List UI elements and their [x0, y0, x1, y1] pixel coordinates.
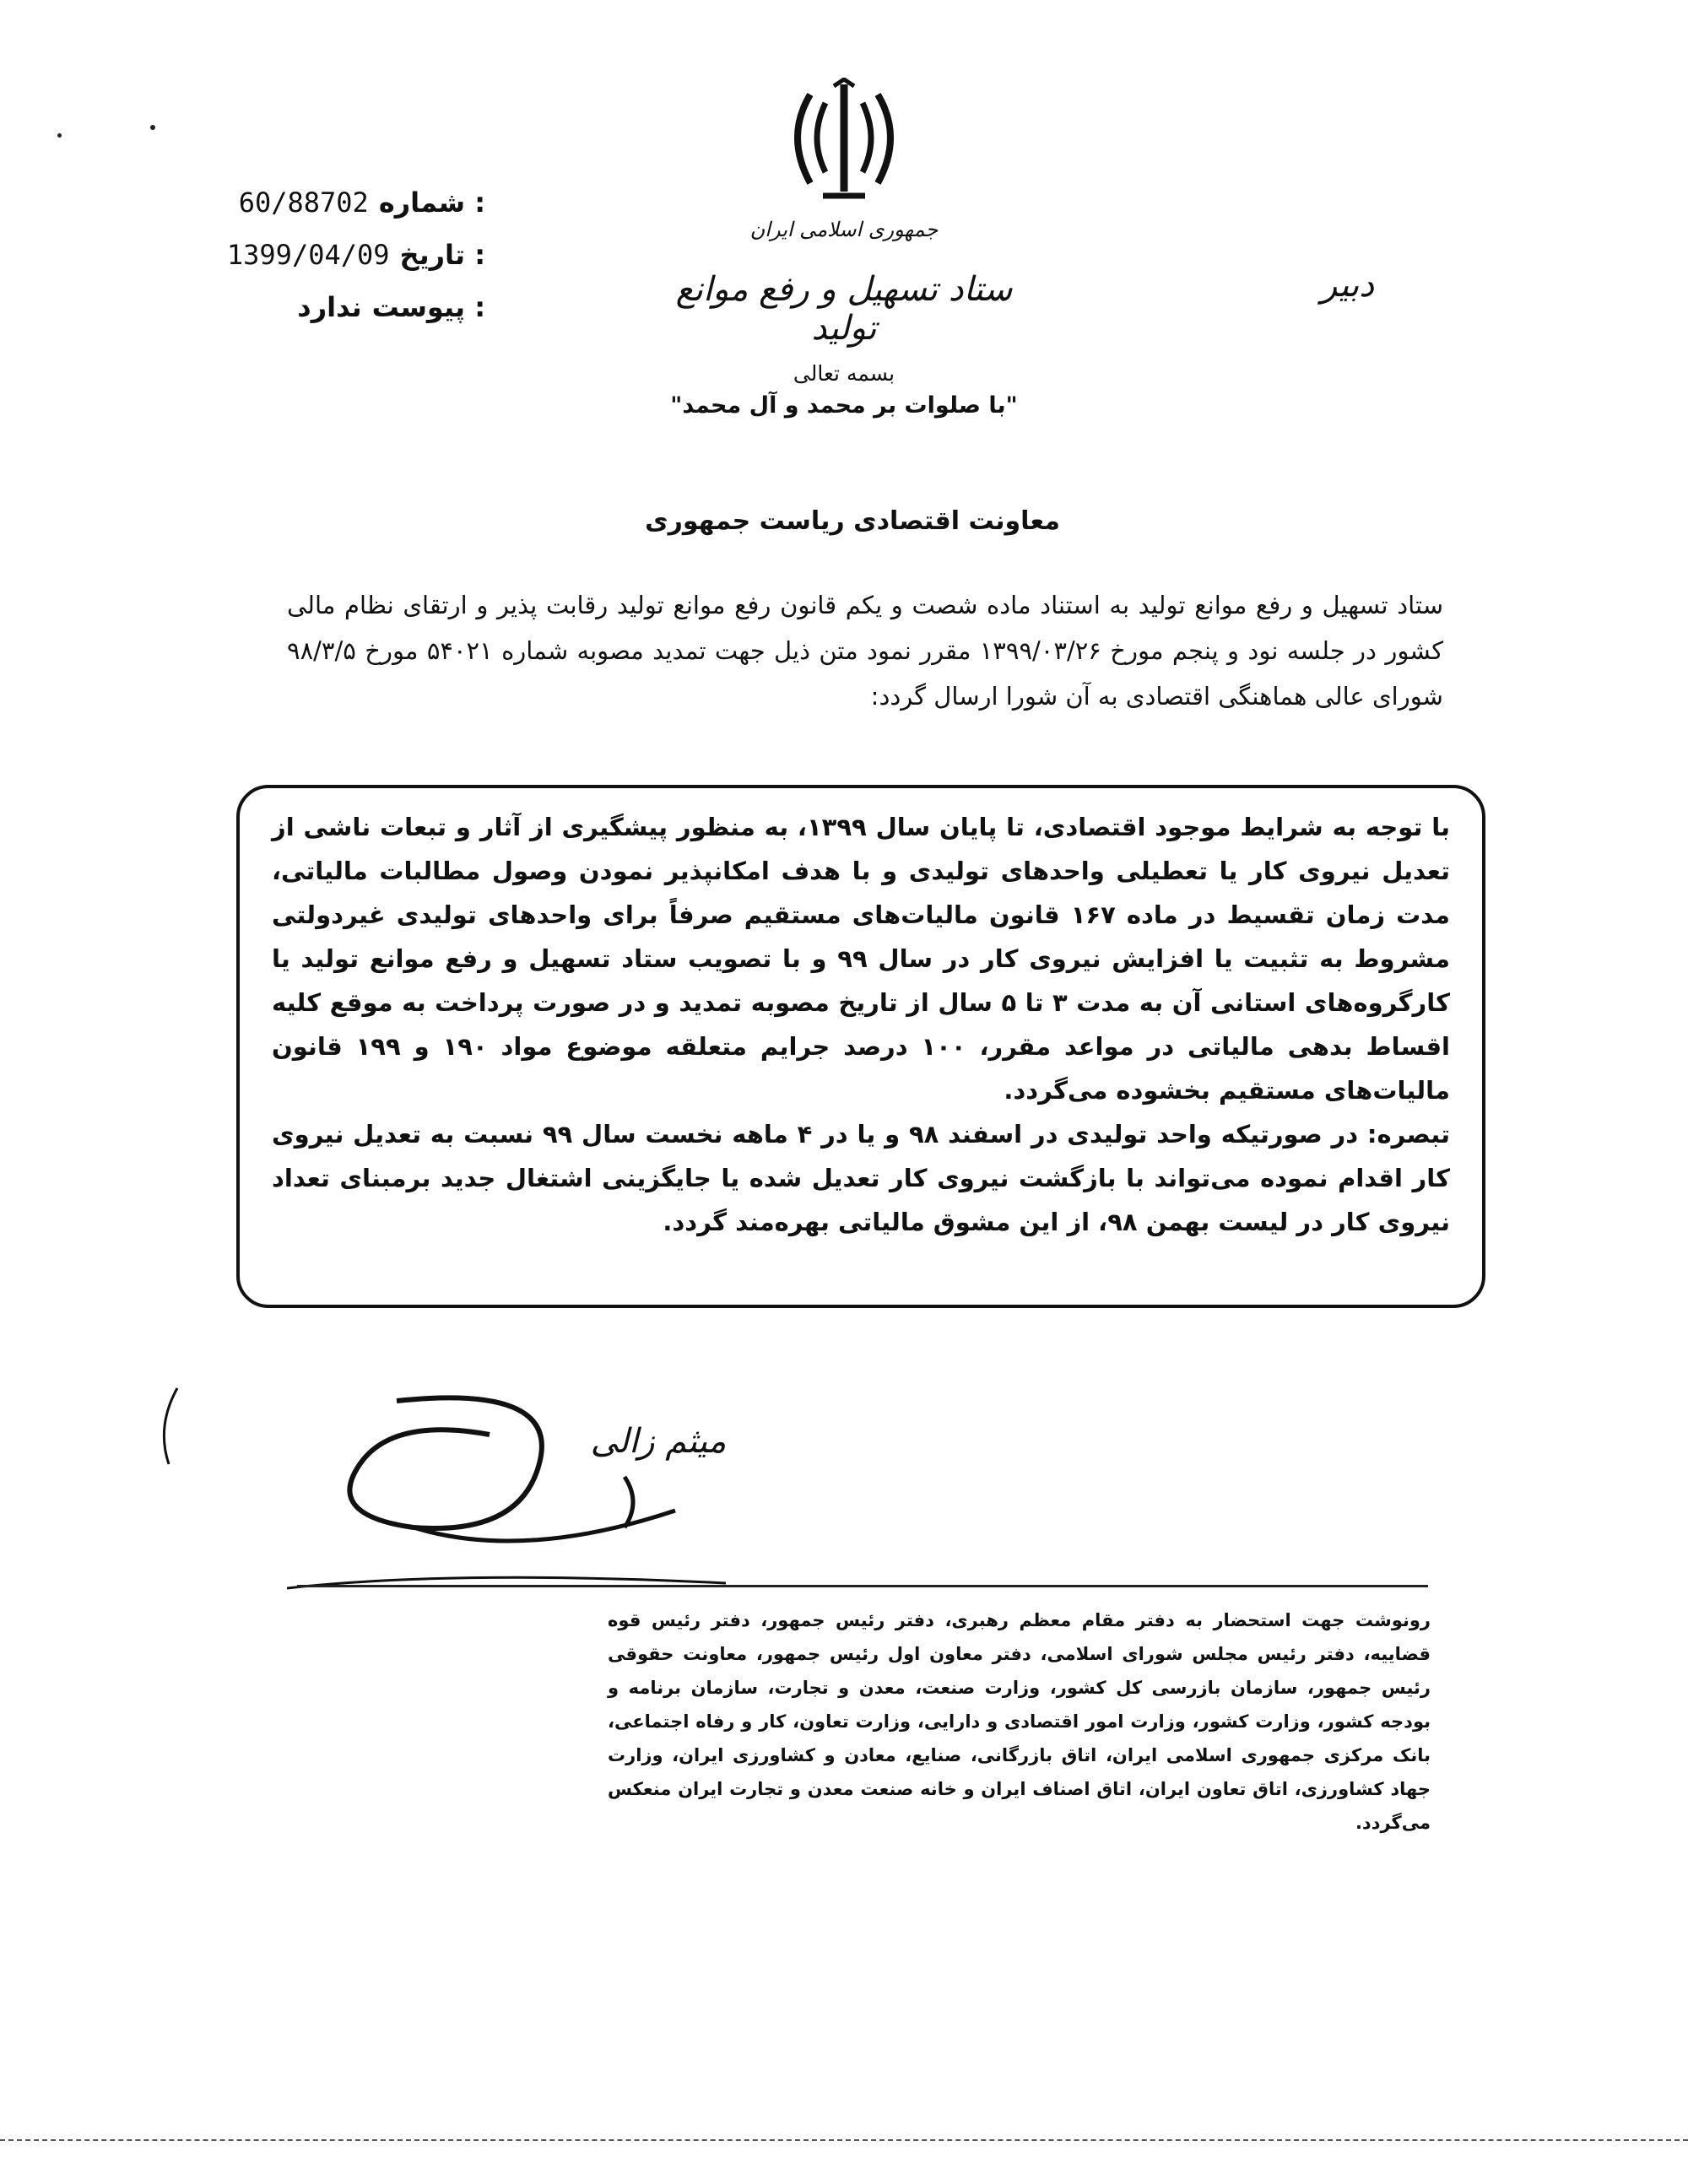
letter-date	[194, 231, 485, 278]
handwritten-signature-icon	[287, 1367, 726, 1612]
salawat-line: "با صلوات بر محمد و آل محمد"	[670, 392, 1018, 419]
org-line-country: جمهوری اسلامی ایران	[749, 218, 939, 241]
letter-date-value: 1399/04/09	[226, 239, 390, 271]
letter-attachment-value: ندارد	[297, 291, 362, 323]
page-bottom-edge	[0, 2139, 1688, 2141]
scan-speck	[57, 133, 62, 138]
signer-name: میثم زالی	[590, 1422, 727, 1461]
letter-number-value: 60/88702	[238, 187, 369, 219]
iran-emblem-icon	[776, 78, 912, 204]
addressee: معاونت اقتصادی ریاست جمهوری	[645, 506, 1060, 536]
resolution-note: تبصره: در صورتیکه واحد تولیدی در اسفند ۹۸ و یا در ۴ ماهه نخست سال ۹۹ نسبت به تعدیل نیروی کار اقدام نموده می‌تواند با بازگشت نیروی کار تعدیل شده یا جایگزینی اشتغال جدید برمبنای تعداد نیروی کار در لیست بهمن ۹۸، از این مشوق مالیاتی بهره‌مند گردد.	[272, 1120, 1450, 1236]
org-line-headquarters: ستاد تسهیل و رفع موانع تولید	[675, 270, 1013, 348]
letter-number-label: شماره :	[378, 187, 485, 219]
letter-attachment	[194, 284, 485, 331]
cc-list: رونوشت جهت استحضار به دفتر مقام معظم رهبری، دفتر رئیس جمهور، دفتر رئیس قوه قضاییه، دفتر رئیس مجلس شورای اسلامی، دفتر معاون اول رئیس جمهور، معاونت حقوقی رئیس جمهور، سازمان بازرسی کل کشور، وزارت صنعت، معدن و تجارت، سازمان برنامه و بودجه کشور، وزارت کشور، وزارت امور اقتصادی و دارایی، وزارت تعاون، کار و رفاه اجتماعی، بانک مرکزی جمهوری اسلامی ایران، اتاق بازرگانی، صنایع، معادن و کشاورزی ایران، وزارت جهاد کشاورزی، اتاق تعاون ایران، اتاق اصناف ایران و خانه صنعت معدن و تجارت ایران منعکس می‌گردد.	[608, 1610, 1431, 1833]
secretary-handwritten-note: دبیر	[1321, 266, 1375, 305]
footer-divider	[297, 1585, 1428, 1587]
letter-date-label: تاریخ :	[399, 239, 485, 271]
scan-speck	[150, 125, 155, 130]
letter-number	[194, 179, 485, 226]
margin-bracket-mark	[152, 1384, 186, 1468]
letter-attachment-label: پیوست :	[371, 291, 485, 323]
resolution-box	[236, 785, 1485, 1308]
basmala-line: بسمه تعالی	[793, 361, 895, 386]
intro-paragraph: ستاد تسهیل و رفع موانع تولید به استناد ماده شصت و یکم قانون رفع موانع تولید رقابت پذیر و ارتقای نظام مالی کشور در جلسه نود و پنجم مورخ ۱۳۹۹/۰۳/۲۶ مقرر نمود متن ذیل جهت تمدید مصوبه شماره ۵۴۰۲۱ مورخ ۹۸/۳/۵ شورای عالی هماهنگی اقتصادی به آن شورا ارسال گردد:	[287, 591, 1444, 711]
resolution-paragraph: با توجه به شرایط موجود اقتصادی، تا پایان سال ۱۳۹۹، به منظور پیشگیری از آثار و تبعات ناشی از تعدیل نیروی کار یا تعطیلی واحدهای تولیدی و با هدف امکانپذیر نمودن وصول مطالبات مالیاتی، مدت زمان تقسیط در ماده ۱۶۷ قانون مالیات‌های مستقیم صرفاً برای واحدهای تولیدی غیردولتی مشروط به تثبیت یا افزایش نیروی کار در سال ۹۹ و با تصویب ستاد تسهیل و رفع موانع تولید یا کارگروه‌های استانی آن به مدت ۳ تا ۵ سال از تاریخ مصوبه تمدید و در صورت پرداخت به موقع کلیه اقساط بدهی مالیاتی در مواعد مقرر، ۱۰۰ درصد جرایم متعلقه موضوع مواد ۱۹۰ و ۱۹۹ قانون مالیات‌های مستقیم بخشوده می‌گردد.	[272, 813, 1451, 1105]
